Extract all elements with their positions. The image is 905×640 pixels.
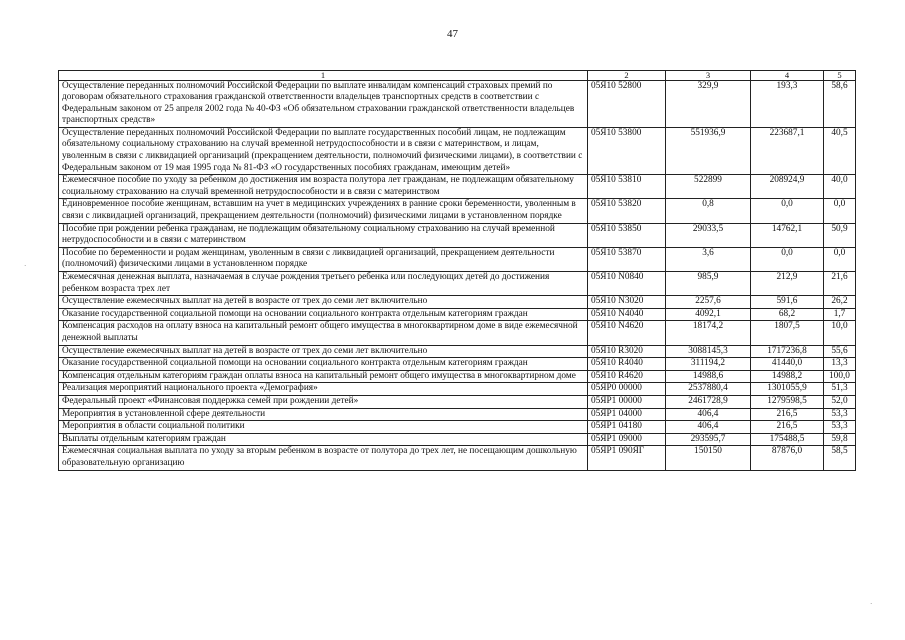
column-header: 1 — [59, 71, 588, 81]
row-plan-value: 311194,2 — [666, 358, 751, 371]
row-fact-value: 41440,0 — [751, 358, 824, 371]
row-code: 05ЯР1 04180 — [588, 421, 666, 434]
row-plan-value: 985,9 — [666, 272, 751, 296]
row-percent: 26,2 — [824, 296, 856, 309]
row-description: Федеральный проект «Финансовая поддержка семей при рождении детей» — [59, 395, 588, 408]
row-percent: 13,3 — [824, 358, 856, 371]
row-code: 05Я10 N4040 — [588, 308, 666, 321]
table-row — [59, 127, 856, 174]
row-plan-value: 14988,6 — [666, 370, 751, 383]
row-plan-value: 4092,1 — [666, 308, 751, 321]
row-description: Осуществление переданных полномочий Российской Федерации по выплате инвалидам компенсаций страховых премий по договорам обязательного страхования гражданской ответственности владельцев транспортных средств в соответствии с Федеральным законом от 25 апреля 2002 года № 40-ФЗ «Об обязательном страховании гражданской ответственности владельцев транспортных средств» — [59, 80, 588, 127]
row-plan-value: 3,6 — [666, 247, 751, 271]
row-percent: 40,5 — [824, 127, 856, 174]
table-row — [59, 358, 856, 371]
table-row — [59, 199, 856, 223]
row-percent: 50,9 — [824, 223, 856, 247]
table-row — [59, 408, 856, 421]
page-number: 47 — [447, 28, 458, 40]
row-plan-value: 29033,5 — [666, 223, 751, 247]
row-description: Реализация мероприятий национального проекта «Демография» — [59, 383, 588, 396]
row-percent: 0,0 — [824, 199, 856, 223]
table-row — [59, 383, 856, 396]
row-percent: 58,6 — [824, 80, 856, 127]
table-row — [59, 247, 856, 271]
row-code: 05Я10 R4040 — [588, 358, 666, 371]
row-fact-value: 175488,5 — [751, 433, 824, 446]
row-plan-value: 551936,9 — [666, 127, 751, 174]
row-code: 05ЯР1 00000 — [588, 395, 666, 408]
row-fact-value: 0,0 — [751, 199, 824, 223]
row-percent: 55,6 — [824, 345, 856, 358]
row-percent: 59,8 — [824, 433, 856, 446]
row-code: 05Я10 N0840 — [588, 272, 666, 296]
margin-mark: · — [24, 262, 27, 270]
row-fact-value: 87876,0 — [751, 446, 824, 470]
row-fact-value: 223687,1 — [751, 127, 824, 174]
table-row — [59, 80, 856, 127]
table-row — [59, 421, 856, 434]
table-row — [59, 433, 856, 446]
row-description: Оказание государственной социальной помощи на основании социального контракта отдельным категориям граждан — [59, 308, 588, 321]
table-row — [59, 223, 856, 247]
row-fact-value: 212,9 — [751, 272, 824, 296]
row-fact-value: 1279598,5 — [751, 395, 824, 408]
row-plan-value: 18174,2 — [666, 321, 751, 345]
column-number-row — [59, 71, 856, 81]
row-plan-value: 406,4 — [666, 421, 751, 434]
table-row — [59, 446, 856, 470]
row-description: Пособие при рождении ребенка гражданам, не подлежащим обязательному социальному страхованию на случай временной нетрудоспособности и в связи с материнством — [59, 223, 588, 247]
row-plan-value: 3088145,3 — [666, 345, 751, 358]
row-code: 05Я10 52800 — [588, 80, 666, 127]
row-plan-value: 293595,7 — [666, 433, 751, 446]
row-fact-value: 14762,1 — [751, 223, 824, 247]
row-code: 05ЯР1 090ЯГ — [588, 446, 666, 470]
row-description: Компенсация отдельным категориям граждан оплаты взноса на капитальный ремонт общего имущества в многоквартирном доме — [59, 370, 588, 383]
column-header: 4 — [751, 71, 824, 81]
column-header: 2 — [588, 71, 666, 81]
row-code: 05Я10 53820 — [588, 199, 666, 223]
row-description: Компенсация расходов на оплату взноса на капитальный ремонт общего имущества в многоквартирном доме в виде ежемесячной денежной выплаты — [59, 321, 588, 345]
table-row — [59, 370, 856, 383]
row-code: 05Я10 53850 — [588, 223, 666, 247]
row-plan-value: 522899 — [666, 175, 751, 199]
row-description: Пособие по беременности и родам женщинам, уволенным в связи с ликвидацией организаций, прекращением деятельности (полномочий) физическими лицами в установленном порядке — [59, 247, 588, 271]
row-code: 05Я10 R3020 — [588, 345, 666, 358]
table-row — [59, 321, 856, 345]
row-fact-value: 68,2 — [751, 308, 824, 321]
row-code: 05Я10 N4620 — [588, 321, 666, 345]
row-percent: 51,3 — [824, 383, 856, 396]
row-plan-value: 406,4 — [666, 408, 751, 421]
row-fact-value: 14988,2 — [751, 370, 824, 383]
row-code: 05Я10 N3020 — [588, 296, 666, 309]
table-row — [59, 345, 856, 358]
row-percent: 1,7 — [824, 308, 856, 321]
row-percent: 21,6 — [824, 272, 856, 296]
row-code: 05Я10 R4620 — [588, 370, 666, 383]
row-code: 05ЯР1 04000 — [588, 408, 666, 421]
table-row — [59, 308, 856, 321]
row-description: Осуществление ежемесячных выплат на детей в возрасте от трех до семи лет включительно — [59, 296, 588, 309]
row-fact-value: 1301055,9 — [751, 383, 824, 396]
row-percent: 40,0 — [824, 175, 856, 199]
row-fact-value: 1807,5 — [751, 321, 824, 345]
row-description: Осуществление ежемесячных выплат на детей в возрасте от трех до семи лет включительно — [59, 345, 588, 358]
row-description: Ежемесячная социальная выплата по уходу за вторым ребенком в возрасте от полутора до трех лет, не посещающим дошкольную образовательную организацию — [59, 446, 588, 470]
row-code: 05Я10 53800 — [588, 127, 666, 174]
margin-mark: · — [870, 600, 873, 608]
row-percent: 53,3 — [824, 421, 856, 434]
row-description: Осуществление переданных полномочий Российской Федерации по выплате государственных пособий лицам, не подлежащим обязательному социальному страхованию на случай временной нетрудоспособности и в связи с материнством, и лицам, уволенным в связи с ликвидацией организаций (прекращением деятельности, полномочий физическими лицами), в соответствии с Федеральным законом от 19 мая 1995 года № 81-ФЗ «О государственных пособиях гражданам, имеющим детей» — [59, 127, 588, 174]
budget-execution-table — [58, 70, 856, 471]
column-header: 3 — [666, 71, 751, 81]
row-description: Мероприятия в области социальной политики — [59, 421, 588, 434]
table-row — [59, 272, 856, 296]
row-percent: 53,3 — [824, 408, 856, 421]
row-plan-value: 150150 — [666, 446, 751, 470]
row-fact-value: 193,3 — [751, 80, 824, 127]
row-description: Единовременное пособие женщинам, вставшим на учет в медицинских учреждениях в ранние сроки беременности, уволенным в связи с ликвидацией организаций, прекращением деятельности (полномочий) физическими лицами в установленном порядке — [59, 199, 588, 223]
row-fact-value: 216,5 — [751, 421, 824, 434]
row-percent: 100,0 — [824, 370, 856, 383]
row-description: Оказание государственной социальной помощи на основании социального контракта отдельным категориям граждан — [59, 358, 588, 371]
row-code: 05Я10 53810 — [588, 175, 666, 199]
table-row — [59, 296, 856, 309]
row-plan-value: 2537880,4 — [666, 383, 751, 396]
row-fact-value: 216,5 — [751, 408, 824, 421]
row-plan-value: 2461728,9 — [666, 395, 751, 408]
row-fact-value: 0,0 — [751, 247, 824, 271]
table-row — [59, 175, 856, 199]
row-percent: 58,5 — [824, 446, 856, 470]
row-description: Выплаты отдельным категориям граждан — [59, 433, 588, 446]
row-fact-value: 208924,9 — [751, 175, 824, 199]
row-fact-value: 1717236,8 — [751, 345, 824, 358]
table-row — [59, 395, 856, 408]
row-code: 05ЯР0 00000 — [588, 383, 666, 396]
row-percent: 52,0 — [824, 395, 856, 408]
row-percent: 10,0 — [824, 321, 856, 345]
row-plan-value: 2257,6 — [666, 296, 751, 309]
row-code: 05Я10 53870 — [588, 247, 666, 271]
row-plan-value: 0,8 — [666, 199, 751, 223]
row-description: Ежемесячное пособие по уходу за ребенком до достижения им возраста полутора лет гражданам, не подлежащим обязательному социальному страхованию на случай временной нетрудоспособности и в связи с материнством — [59, 175, 588, 199]
column-header: 5 — [824, 71, 856, 81]
row-fact-value: 591,6 — [751, 296, 824, 309]
row-plan-value: 329,9 — [666, 80, 751, 127]
row-description: Мероприятия в установленной сфере деятельности — [59, 408, 588, 421]
row-percent: 0,0 — [824, 247, 856, 271]
row-description: Ежемесячная денежная выплата, назначаемая в случае рождения третьего ребенка или последующих детей до достижения ребенком возраста трех лет — [59, 272, 588, 296]
row-code: 05ЯР1 09000 — [588, 433, 666, 446]
